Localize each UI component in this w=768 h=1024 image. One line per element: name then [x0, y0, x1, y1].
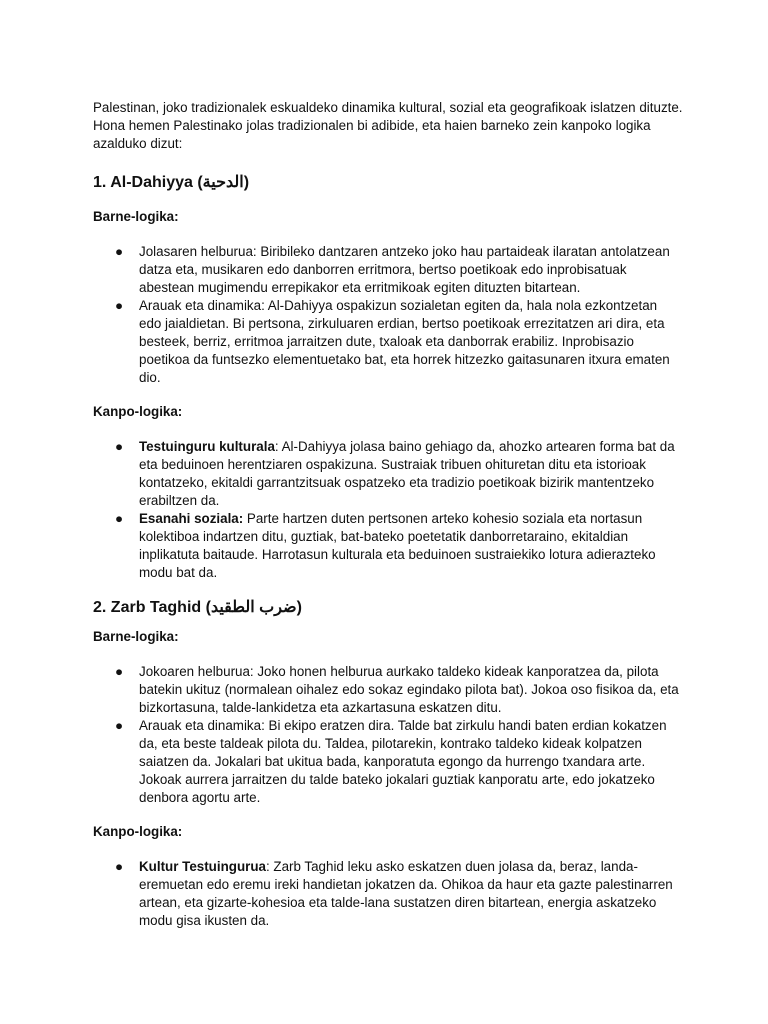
list-item	[93, 510, 683, 582]
item-text: Arauak eta dinamika: Bi ekipo eratzen dira. Talde bat zirkulu handi baten erdian kokatzen da, eta beste taldeak pilota du. Taldea, pilotarekin, kontrako taldeko kideak kolpatzen saiatzen da. Jokalari bat ukitua bada, kanporatuta egongo da hurrengo txandara arte. Jokoak aurrera jarraitzen du talde bateko jokalari guztiak kanporatu arte, edo jokatzeko denbora agortu arte.	[139, 718, 667, 805]
list-item	[93, 663, 683, 717]
bullet-icon: ●	[115, 511, 124, 526]
inner-logic-label: Barne-logika:	[93, 629, 179, 644]
outer-logic-label: Kanpo-logika:	[93, 824, 183, 839]
list-item	[93, 858, 683, 930]
item-term: Kultur Testuingurua	[139, 859, 266, 874]
item-text: Jokoaren helburua: Joko honen helburua aurkako taldeko kideak kanporatzea da, pilota batekin ukituz (normalean oihalez edo sokaz egindako pilota bat). Jokoa oso fisikoa da, eta bizkortasuna, talde-lankidetza eta azkartasuna eskatzen ditu.	[139, 664, 679, 715]
document-body	[93, 99, 683, 946]
item-text: Jolasaren helburua: Biribileko dantzaren antzeko joko hau partaideak ilaratan antolatzean datza eta, musikaren edo danborren erritmora, bertso poetikoak edo inprobisatuak abestean mugimendu errepikakor eta erritmikoak egiten dituzten bitartean.	[139, 244, 670, 295]
list-item	[93, 243, 683, 297]
bullet-icon: ●	[115, 298, 124, 313]
item-text: : Al-Dahiyya jolasa baino gehiago da, ahozko artearen forma bat da eta beduinoen herentziaren ospakizuna. Sustraiak tribuen ohituretan ditu eta istorioak kontatzeko, ekitaldi garrantzitsuak ospatzeko eta tradizio poetikoak bizirik mantentzeko erabiltzen da.	[139, 439, 675, 508]
item-text: Parte hartzen duten pertsonen arteko kohesio soziala eta nortasun kolektiboa indartzen ditu, guztiak, bat-bateko poetetatik danborretaraino, ekitaldian inplikatuta baitaude. Harrotasun kulturala eta beduinoen sustraiekiko lotura adierazteko modu bat da.	[139, 511, 656, 580]
inner-logic-label: Barne-logika:	[93, 209, 179, 224]
bullet-icon: ●	[115, 439, 124, 454]
item-term: Testuinguru kulturala	[139, 439, 275, 454]
inner-logic-list	[93, 663, 683, 807]
outer-logic-list	[93, 858, 683, 930]
section-heading-zarb-taghid: 2. Zarb Taghid (ضرب الطقيد)	[93, 599, 302, 616]
item-term: Esanahi soziala:	[139, 511, 244, 526]
bullet-icon: ●	[115, 859, 124, 874]
bullet-icon: ●	[115, 664, 124, 679]
list-item	[93, 297, 683, 387]
outer-logic-list	[93, 438, 683, 582]
section-heading-al-dahiyya: 1. Al-Dahiyya (الدحية)	[93, 174, 250, 191]
bullet-icon: ●	[115, 718, 124, 733]
outer-logic-label: Kanpo-logika:	[93, 404, 183, 419]
item-text: Arauak eta dinamika: Al-Dahiyya ospakizun sozialetan egiten da, hala nola ezkontzetan edo jaialdietan. Bi pertsona, zirkuluaren erdian, bertso poetikoak errezitatzen ari dira, eta besteek, berriz, erritmoa jarraitzen dute, txaloak eta danborrak erabiliz. Inprobisazio poetikoa da funtsezko elementuetako bat, eta horrek hitzezko gaitasunaren itxura ematen dio.	[139, 298, 670, 385]
list-item	[93, 717, 683, 807]
inner-logic-list	[93, 243, 683, 387]
intro-paragraph: Palestinan, joko tradizionalek eskualdeko dinamika kultural, sozial eta geografikoak islatzen dituzte. Hona hemen Palestinako jolas tradizionalen bi adibide, eta haien barneko zein kanpoko logika azalduko dizut:	[93, 100, 683, 151]
list-item	[93, 438, 683, 510]
bullet-icon: ●	[115, 244, 124, 259]
item-text: : Zarb Taghid leku asko eskatzen duen jolasa da, beraz, landa-eremuetan edo eremu ireki handietan jokatzen da. Ohikoa da haur eta gazte palestinarren artean, eta gizarte-kohesioa eta talde-lana sustatzen diren bitartean, energia askatzeko modu gisa ikusten da.	[139, 859, 673, 928]
